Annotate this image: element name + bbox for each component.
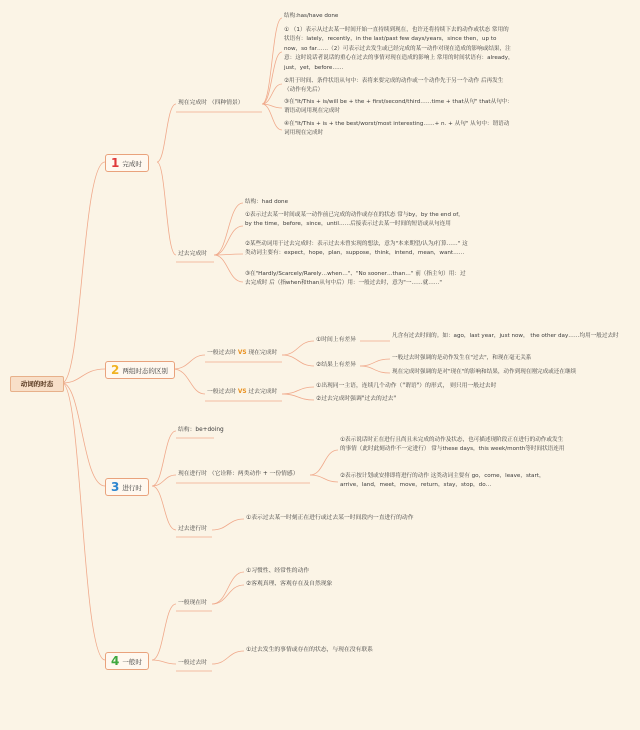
difference-result-detail-1: 一般过去时强调的是动作发生在"过去"，和现在毫无关系 xyxy=(392,355,532,361)
difference-past-of-past: ②过去完成时强调"过去的过去" xyxy=(316,396,397,402)
node-continuous[interactable] xyxy=(105,478,149,496)
present-perfect-label[interactable]: 现在完成时 （四种情景） xyxy=(178,100,244,106)
past-continuous-label[interactable]: 过去进行时 xyxy=(178,526,207,532)
simple-past-text: 一般过去时 xyxy=(207,350,236,356)
present-continuous-usage-2: ②表示按计划或安排即将进行的动作 这类动词主要有 go，come，leave，start，arrive，land，meet，move，return，stay，stop，do… xyxy=(340,473,545,489)
present-continuous-label[interactable]: 现在进行时 （它诠释：两类动作 + 一份情感） xyxy=(178,471,299,477)
node-simple-label: 一般时 xyxy=(122,658,142,666)
simple-past-text-2: 一般过去时 xyxy=(207,389,236,395)
connector-perfect-present xyxy=(157,104,176,162)
node-difference-label: 两组时态的区别 xyxy=(122,367,168,375)
vs-badge: VS xyxy=(237,350,247,356)
simple-present-usage-1: ①习惯性、经常性的动作 xyxy=(246,568,310,574)
present-perfect-usage-3: ③在"It/This + is/will be + the + first/second/third……time + that从句" that从句中：谓语动词用现在完成时 xyxy=(284,99,514,115)
past-perfect-label[interactable]: 过去完成时 xyxy=(178,251,207,257)
node-perfect-label: 完成时 xyxy=(122,160,142,168)
number-2: 2 xyxy=(111,363,120,377)
node-simple[interactable] xyxy=(105,652,149,670)
connector-root-perfect xyxy=(62,162,105,383)
difference-result[interactable]: ②结果上有差异 xyxy=(316,362,356,368)
difference-time[interactable]: ①时间上有差异 xyxy=(316,337,356,343)
simple-past-usage-1: ①过去发生的事情或存在的状态，与现在没有联系 xyxy=(246,647,373,653)
past-perfect-usage-1: ①表示过去某一时间或某一动作前已完成的动作或存在的状态 常与by，by the end of，by the time，before，since，until……后接表示过去某一时间的短语或从句连用 xyxy=(245,212,464,228)
present-perfect-usage-1: ① （1）表示从过去某一时间开始一直持续到现在，也许还将持续下去的动作或状态 常用的状语有：lately，recently，in the last/past few days/years，since then，up to now，so far……（2）可表示过去发生或已经完成的某一动作对现在造成的影响或结果，注意：这时说话者说话的重心在过去的事情对现在造成的影响上 常用的时间状语有：already，just，yet，before…… xyxy=(284,27,514,71)
number-1: 1 xyxy=(111,156,120,170)
past-perfect-text: 过去完成时 xyxy=(248,389,278,395)
difference-group-2-label[interactable] xyxy=(207,388,277,397)
root-node[interactable]: 动词的时态 xyxy=(10,376,64,392)
difference-result-detail-2: 现在完成时强调的是对"现在"的影响和结果，动作到现在刚完成或还在继续 xyxy=(392,369,577,375)
connector-root-difference xyxy=(62,369,105,383)
simple-present-label[interactable]: 一般现在时 xyxy=(178,600,207,606)
node-perfect[interactable] xyxy=(105,154,149,172)
node-difference[interactable] xyxy=(105,361,175,379)
simple-present-usage-2: ②客观真理、客观存在及自然现象 xyxy=(246,581,333,587)
simple-past-label[interactable]: 一般过去时 xyxy=(178,660,207,666)
vs-badge-2: VS xyxy=(237,389,247,395)
continuous-structure: 结构：be+doing xyxy=(178,427,224,433)
past-perfect-usage-2: ②某些动词用于过去完成时：表示过去未曾实现的想法，意为"本来期望/认为/打算……" 这类动词主要有：expect，hope，plan，suppose，think，intend，mean，want…… xyxy=(245,241,468,257)
past-perfect-structure: 结构：had done xyxy=(245,199,289,205)
present-continuous-usage-1: ①表示说话时正在进行且尚且未完成的动作及状态，也可描述现阶段正在进行的动作或发生的事情（此时此刻动作不一定进行） 常与these days，this week/month等时间状语连用 xyxy=(340,437,565,453)
present-perfect-text: 现在完成时 xyxy=(248,350,278,356)
connector-root-continuous xyxy=(62,383,105,486)
node-continuous-label: 进行时 xyxy=(122,484,142,492)
difference-group-1-label[interactable] xyxy=(207,349,277,358)
present-perfect-structure: 结构:has/have done xyxy=(284,13,339,19)
difference-same-subject: ①出现同一主语，连续几个动作（"谓语"）的形式， 则只用一般过去时 xyxy=(316,383,497,389)
difference-time-detail: 凡含有过去时间的。如：ago，last year，just now， the other day……均用一般过去时 xyxy=(392,333,619,339)
present-perfect-usage-4: ④在"It/This + is + the best/worst/most interesting……+ n. + 从句" 从句中：谓语动词用现在完成时 xyxy=(284,121,510,137)
past-perfect-usage-3: ③在"Hardly/Scarcely/Rarely…when…"、"No sooner…than…" 前（指主句）用：过去完成时 后（指when和than从句中后）用：一般过去时，意为"一……就……" xyxy=(245,271,466,287)
connector-root-simple xyxy=(62,383,105,660)
number-3: 3 xyxy=(111,480,120,494)
connector-perfect-past xyxy=(157,162,176,255)
present-perfect-usage-2: ②用于时间、条件状语从句中：表将来要完成的动作或一个动作先于另一个动作 后再发生（动作有先后） xyxy=(284,78,504,94)
past-continuous-usage-1: ①表示过去某一时刻正在进行或过去某一时间段内一直进行的动作 xyxy=(246,515,414,521)
number-4: 4 xyxy=(111,654,120,668)
